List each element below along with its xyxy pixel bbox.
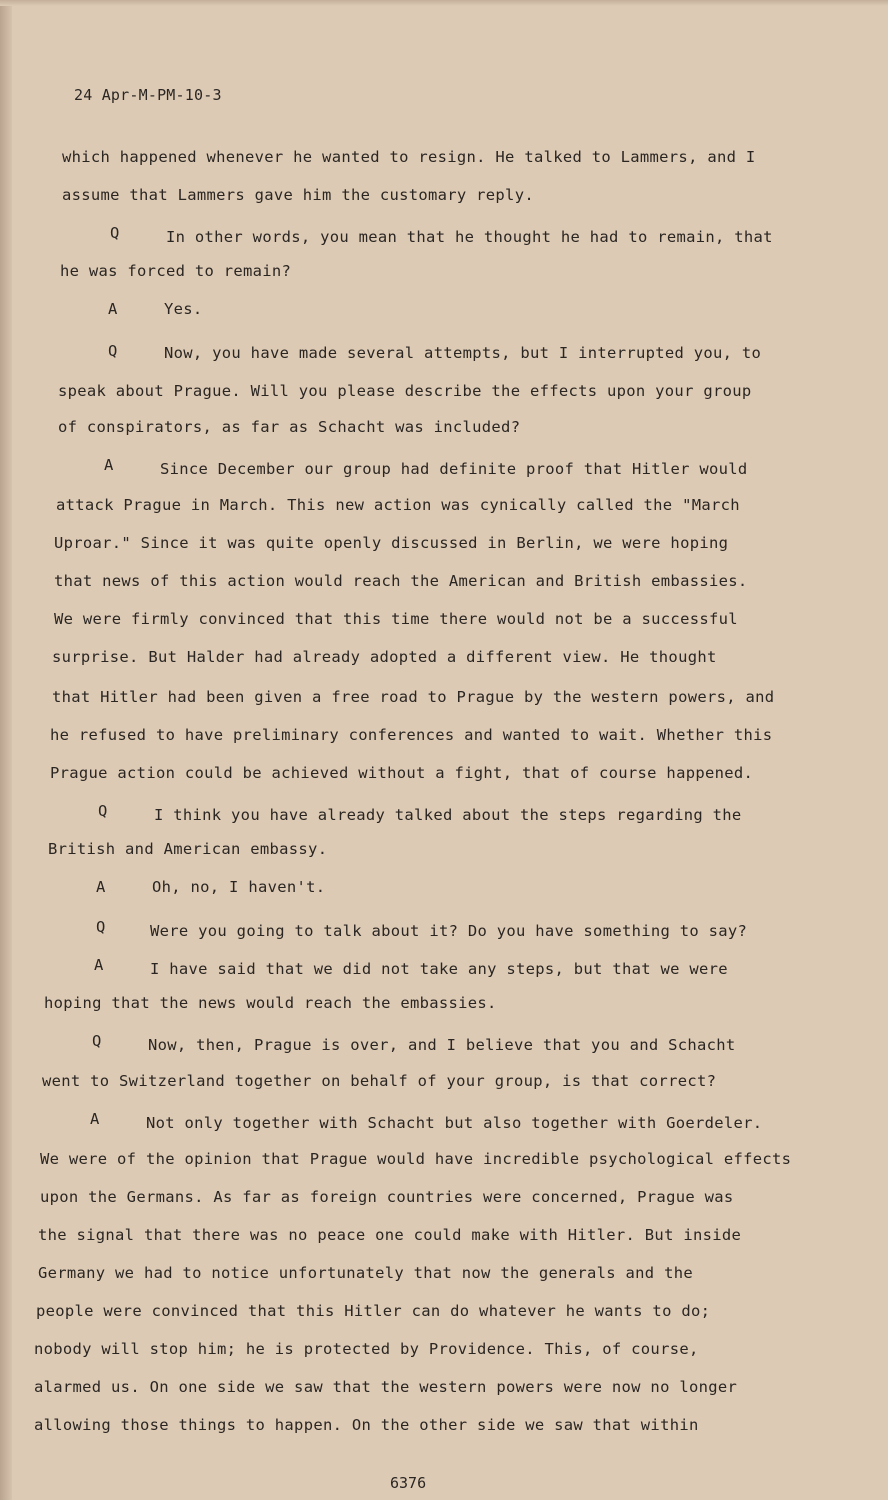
- page-number: 6376: [390, 1474, 427, 1492]
- text-line: he was forced to remain?: [60, 262, 292, 280]
- text-line: speak about Prague. Will you please describe the effects upon your group: [58, 382, 752, 400]
- speaker-marker: A: [104, 456, 114, 474]
- speaker-marker: A: [90, 1110, 100, 1128]
- speaker-marker: Q: [92, 1032, 102, 1050]
- page-top-edge: [0, 0, 888, 6]
- speaker-marker: Q: [96, 918, 106, 936]
- text-line: Not only together with Schacht but also together with Goerdeler.: [146, 1114, 763, 1132]
- page-left-edge: [0, 0, 12, 1500]
- text-line: the signal that there was no peace one could make with Hitler. But inside: [38, 1226, 742, 1244]
- text-line: that Hitler had been given a free road to Prague by the western powers, and: [52, 688, 775, 706]
- text-line: which happened whenever he wanted to resign. He talked to Lammers, and I: [62, 148, 756, 166]
- text-line: allowing those things to happen. On the other side we saw that within: [34, 1416, 699, 1434]
- text-line: I have said that we did not take any steps, but that we were: [150, 960, 728, 978]
- text-line: attack Prague in March. This new action was cynically called the "March: [56, 496, 740, 514]
- text-line: assume that Lammers gave him the customary reply.: [62, 186, 534, 204]
- text-line: surprise. But Halder had already adopted a different view. He thought: [52, 648, 717, 666]
- text-line: Germany we had to notice unfortunately that now the generals and the: [38, 1264, 693, 1282]
- text-line: Now, then, Prague is over, and I believe that you and Schacht: [148, 1036, 736, 1054]
- text-line: hoping that the news would reach the embassies.: [44, 994, 497, 1012]
- text-line: Oh, no, I haven't.: [152, 878, 326, 896]
- text-line: British and American embassy.: [48, 840, 328, 858]
- text-line: Now, you have made several attempts, but I interrupted you, to: [164, 344, 762, 362]
- text-line: Uproar." Since it was quite openly discussed in Berlin, we were hoping: [54, 534, 729, 552]
- text-line: people were convinced that this Hitler can do whatever he wants to do;: [36, 1302, 711, 1320]
- text-line: I think you have already talked about the steps regarding the: [154, 806, 742, 824]
- speaker-marker: Q: [110, 224, 120, 242]
- text-line: Prague action could be achieved without a fight, that of course happened.: [50, 764, 754, 782]
- document-reference: 24 Apr-M-PM-10-3: [74, 86, 222, 104]
- text-line: of conspirators, as far as Schacht was included?: [58, 418, 521, 436]
- text-line: Yes.: [164, 300, 203, 318]
- text-line: We were of the opinion that Prague would have incredible psychological effects: [40, 1150, 792, 1168]
- speaker-marker: A: [96, 878, 106, 896]
- text-line: upon the Germans. As far as foreign countries were concerned, Prague was: [40, 1188, 734, 1206]
- text-line: In other words, you mean that he thought he had to remain, that: [166, 228, 773, 246]
- text-line: Were you going to talk about it? Do you have something to say?: [150, 922, 748, 940]
- text-line: We were firmly convinced that this time there would not be a successful: [54, 610, 738, 628]
- text-line: went to Switzerland together on behalf of your group, is that correct?: [42, 1072, 717, 1090]
- text-line: that news of this action would reach the American and British embassies.: [54, 572, 748, 590]
- speaker-marker: A: [94, 956, 104, 974]
- text-line: alarmed us. On one side we saw that the western powers were now no longer: [34, 1378, 738, 1396]
- text-line: he refused to have preliminary conferences and wanted to wait. Whether this: [50, 726, 773, 744]
- speaker-marker: Q: [98, 802, 108, 820]
- speaker-marker: Q: [108, 342, 118, 360]
- speaker-marker: A: [108, 300, 118, 318]
- text-line: nobody will stop him; he is protected by Providence. This, of course,: [34, 1340, 699, 1358]
- text-line: Since December our group had definite proof that Hitler would: [160, 460, 748, 478]
